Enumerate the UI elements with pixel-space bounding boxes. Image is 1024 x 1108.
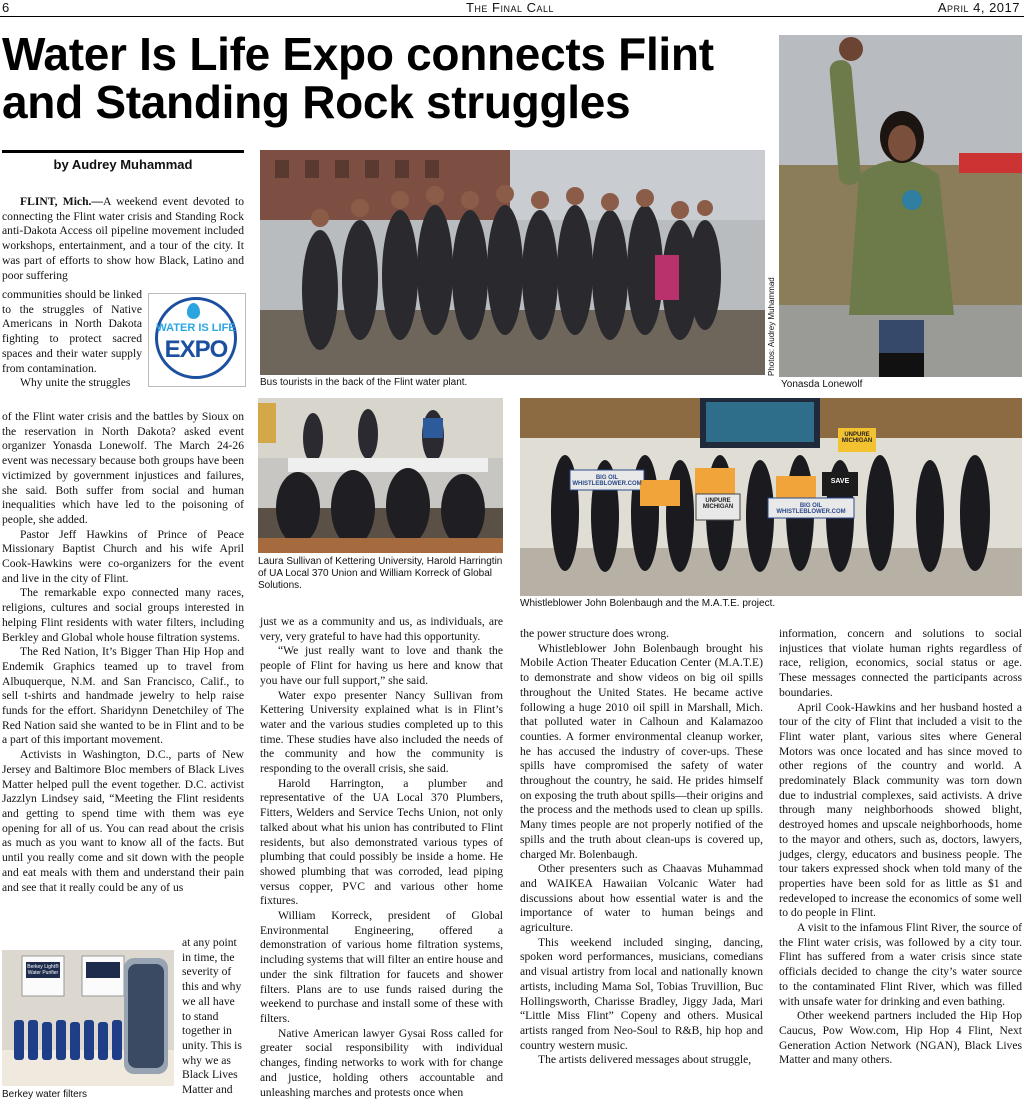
paragraph: FLINT, Mich.—A weekend event devoted to connecting the Flint water crisis and Standing Rock anti-Dakota Access oil pipeline movement included workshops, entertainment, and a tour of the city. It was part of efforts to show how Black, Latino and poor suffering <box>2 195 244 282</box>
dateline: FLINT, Mich.— <box>20 195 104 208</box>
headline-line-2: and Standing Rock struggles <box>2 76 631 128</box>
paragraph: Harold Harrington, a plumber and representative of the UA Local 370 Plumbers, Fitters, Welders and Service Techs Union, not only talked about what his union has contributed to Flint residents, but also demonstrated various types of plumbing that could possibly be inside a home. He showed plumbing that was corroded, lead piping versus copper, PVC and various other home fixtures. <box>260 776 503 908</box>
logo-text-top: WATER IS LIFE <box>156 322 236 334</box>
mate-project-photo <box>520 398 1022 596</box>
paragraph: Other weekend partners included the Hip Hop Caucus, Pow Wow.com, Hip Hop 4 Flint, Next Generation Action Network (NGAN), Black Lives Matter and many others. <box>779 1009 1022 1067</box>
water-is-life-expo-logo <box>148 293 246 387</box>
berkey-caption: Berkey water filters <box>2 1089 88 1100</box>
berkey-filters-photo <box>2 950 174 1086</box>
paragraph: Pastor Jeff Hawkins of Prince of Peace Missionary Baptist Church and his wife April Cook-Hawkins were co-organizers for the event and live in the city of Flint. <box>2 527 244 585</box>
portrait-caption: Yonasda Lonewolf <box>781 379 863 390</box>
mate-caption: Whistleblower John Bolenbaugh and the M.A.T.E. project. <box>520 598 776 609</box>
sign-bigoil-2: BIG OIL WHISTLEBLOWER.COM <box>776 503 846 515</box>
group-caption: Bus tourists in the back of the Flint water plant. <box>260 377 468 388</box>
column-1-wrap-bottom <box>182 936 244 1098</box>
logo-text-expo: EXPO <box>164 336 228 363</box>
sign-save: SAVE <box>830 478 850 485</box>
paper-name: The Final Call <box>465 0 555 15</box>
byline: by Audrey Muhammad <box>53 157 193 172</box>
paragraph: at any point in time, the severity of this and why we all have to stand together in unity. This is why we as Black Lives Matter and <box>182 936 242 1097</box>
column-2 <box>260 615 503 1100</box>
sign-unpure-2: UNPURE MICHIGAN <box>841 432 873 444</box>
paragraph: The artists delivered messages about struggle, <box>538 1053 752 1067</box>
paragraph: Why unite the struggles <box>20 376 131 390</box>
photo-credit: Photos: Audrey Muhammad <box>767 277 776 376</box>
paragraph: William Korreck, president of Global Environmental Engineering, offered a demonstration of various home filtration systems, including systems that will filter an entire house and under the sink filtration for faucets and shower filters. Plans are to use funds raised during the weekend to purchase and install some of these with filters. <box>260 909 503 1025</box>
paragraph: Activists in Washington, D.C., parts of New Jersey and Baltimore Bloc members of Black Lives Matter helped pull the event together. D.C. activist Jazzlyn Lindsey said, “Meeting the Flint residents and getting to spend time with them was eye opening for all of us. You can read about the crisis as much as you want to know all of the facts. But until you really come and sit down with the people and eat meals with them and understand their pain and see that it really could be any of us <box>2 748 244 894</box>
paragraph: Native American lawyer Gysai Ross called for greater social responsibility with individual changes, finding networks to work with for change and justice, holding others accountable and unleashing marches and protests once when <box>260 1026 503 1099</box>
panel-caption: Laura Sullivan of Kettering University, Harold Harringtin of UA Local 370 Union and William Korreck of Global Solutions. <box>258 556 503 591</box>
paragraph: “We just really want to love and thank the people of Flint for having us here and know that you have our full support,” she said. <box>260 644 503 687</box>
paragraph: This weekend included singing, dancing, spoken word performances, musicians, comedians and visual artistry from local and nationally known artists, including Mama Sol, Tobias Truvillion, Buc Hollingsworth, Charisse Bradley, Jiggy Jada, Mari “Little Miss Flint” Copeny and others. Musical artists ranged from Neo-Soul to R&B, hip hop and country western music. <box>520 935 763 1052</box>
paragraph: Whistleblower John Bolenbaugh brought his Mobile Action Theater Education Center (M.A.T.E) to demonstrate and show videos on big oil spills throughout the United States. He became active following a huge 2010 oil spill in Marshall, Mich. that polluted water in Calhoun and Kalamazoo counties. A former environmental cleanup worker, he has accused the industry of cover-ups. These spills have compromised the safety of water throughout the country, he said. He prides himself on exposing the truth about spills—their origins and the process and the methods used to clean up spills. Many times people are not properly notified of the spills and the truth about clean-ups is covered up, charged Mr. Bolenbaugh. <box>520 641 763 861</box>
column-1 <box>2 410 244 895</box>
panel-photo <box>258 398 503 553</box>
filter-box-label: Berkey Light® Water Purifier <box>27 964 59 976</box>
paragraph: communities should be linked to the struggles of Native Americans in North Dakota fighting to protect sacred spaces and their water supply from contamination. <box>2 288 142 375</box>
byline-rule <box>2 150 244 153</box>
paragraph: just we as a community and us, as individuals, are very, very grateful to have had this opportunity. <box>260 615 503 643</box>
sign-unpure-1: UNPURE MICHIGAN <box>702 498 734 510</box>
portrait-photo <box>779 35 1022 377</box>
paragraph: information, concern and solutions to social injustices that violate human rights regardless of race, religion, economics, social status or age. These messages connected the participants across boundaries. <box>779 627 1022 699</box>
paragraph: Other presenters such as Chaavas Muhammad and WAIKEA Hawaiian Volcanic Water had discussions about how essential water is and the importance of water to human beings and agriculture. <box>520 862 763 935</box>
page-number: 6 <box>2 0 10 15</box>
column-3 <box>520 627 763 1068</box>
paragraph: The remarkable expo connected many races, religions, cultures and social groups interested in helping Flint residents with water filters, including Berkley and Global whole house filtration systems. <box>2 586 244 644</box>
paragraph: of the Flint water crisis and the battles by Sioux on the reservation in North Dakota? asked event organizer Yonasda Lonewolf. The March 24-26 event was necessary because both groups have been victimized by government injustices and failures, she said. Both suffer from social and human inequalities which have led to the poisoning of people, she added. <box>2 410 244 526</box>
sign-bigoil-1: BIG OIL WHISTLEBLOWER.COM <box>572 475 642 487</box>
column-4 <box>779 627 1022 1068</box>
column-1-top <box>2 195 244 283</box>
headline <box>2 30 767 126</box>
issue-date: April 4, 2017 <box>937 0 1020 15</box>
masthead-rule <box>0 16 1024 17</box>
paragraph: A visit to the infamous Flint River, the source of the Flint water crisis, was followed by a city tour. Flint has suffered from a water crisis since state officials decided to change the city’s water source to the contaminated Flint River, which was filled with unsafe water for drinking and even bathing. <box>779 921 1022 1008</box>
group-photo <box>260 150 765 375</box>
paragraph: the power structure does wrong. <box>520 627 670 640</box>
paragraph: Water expo presenter Nancy Sullivan from Kettering University explained what is in Flint’s water and the various studies completed up to this time. These studies have also included the needs of the community and how the community is responding to the overall crisis, she said. <box>260 688 503 776</box>
paragraph: The Red Nation, It’s Bigger Than Hip Hop and Endemik Graphics teamed up to travel from Albuquerque, N.M. and San Francisco, Calif., to sell t-shirts and handmade jewelry to help raise funds for the effort. Sharidynn Denetchiley of The Red Nation said she wanted to be in Flint and to be a part of this important movement. <box>2 645 244 747</box>
water-drop-icon <box>187 303 200 319</box>
paragraph: April Cook-Hawkins and her husband hosted a tour of the city of Flint that included a visit to the Flint water plant, various sites where General Motors was once located and has since moved to other regions of the country and world. A predominately Black community was torn down due to industrial complexes, said activists. A drive through many neighborhoods showed blight, destroyed homes and upscale neighborhoods, home to the mayor and others, such as, doctors, lawyers, judges, clergy, educators and business people. The tour takers expressed shock when told many of the properties have been sold for as little as $1 and redeveloped to increase the economics of some well to do people in Flint. <box>779 700 1022 920</box>
column-1-wrap <box>2 288 142 391</box>
headline-line-1: Water Is Life Expo connects Flint <box>2 28 714 80</box>
